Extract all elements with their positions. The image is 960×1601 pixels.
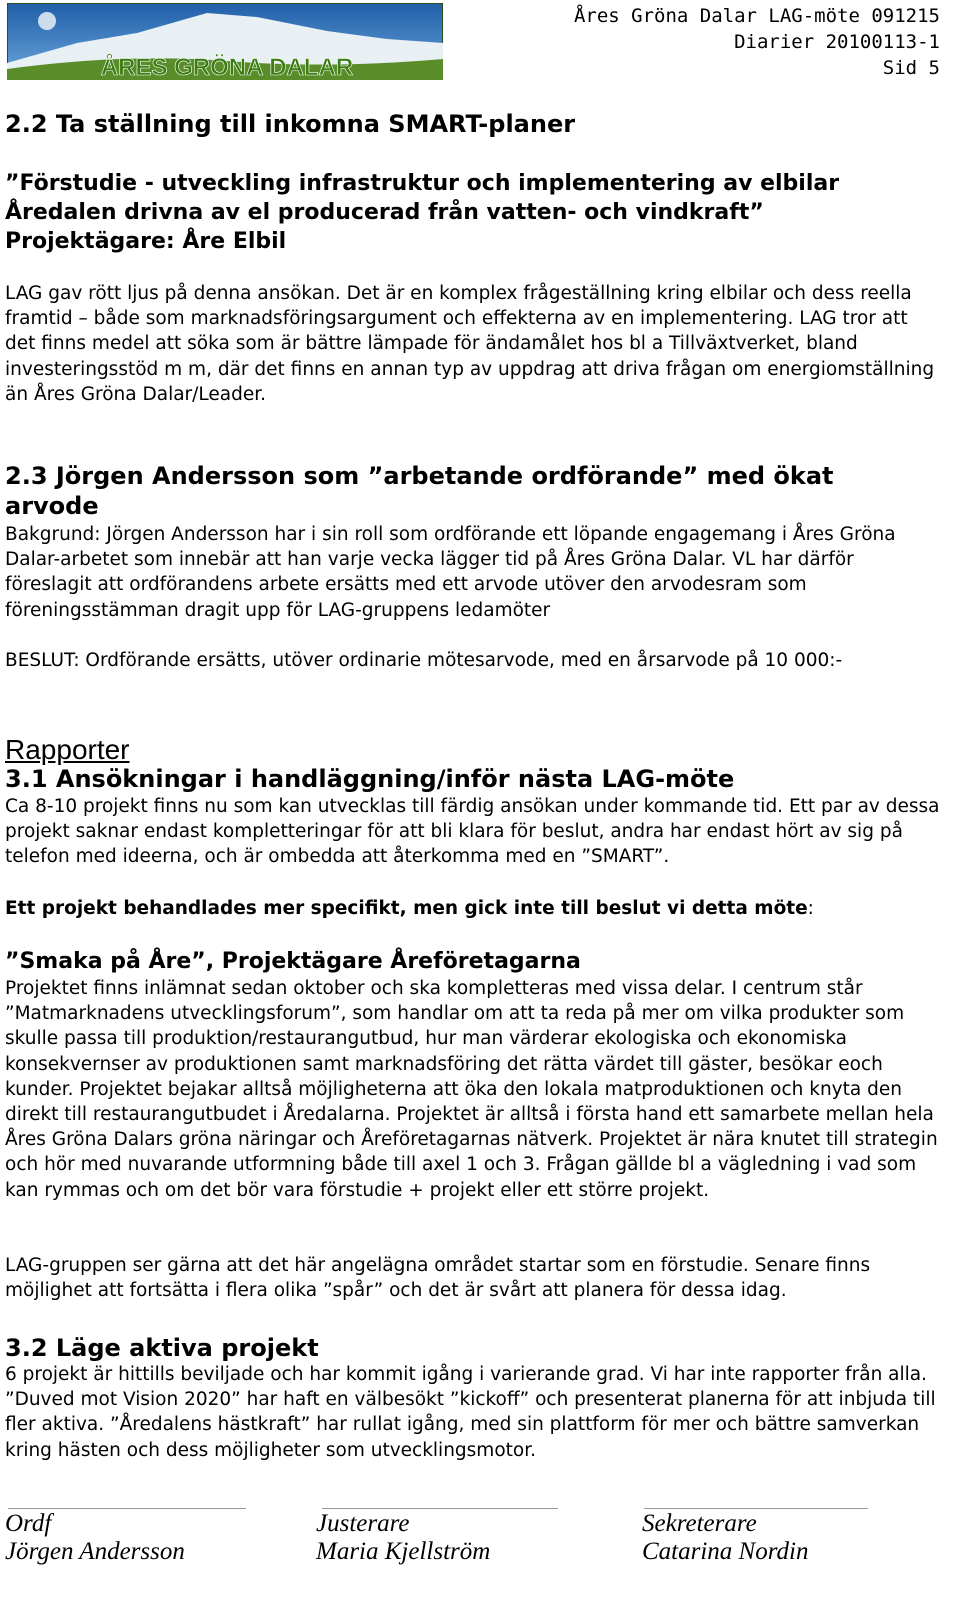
project-title-line-2: Åredalen drivna av el producerad från vatten- och vindkraft” xyxy=(5,200,764,225)
section-2-2-heading: 2.2 Ta ställning till inkomna SMART-planer xyxy=(5,110,576,138)
section-3-1-heading: 3.1 Ansökningar i handläggning/inför nästa LAG-möte xyxy=(5,765,735,793)
rapporter-title: Rapporter xyxy=(5,734,130,765)
header-diarie: Diarier 20100113-1 xyxy=(734,31,940,53)
signature-name-ordf: Jörgen Andersson xyxy=(5,1538,185,1565)
bold-line-text: Ett projekt behandlades mer specifikt, men gick inte till beslut vi detta möte xyxy=(5,898,808,919)
ares-grona-dalar-logo xyxy=(7,3,443,80)
signature-name-sekreterare: Catarina Nordin xyxy=(642,1538,809,1565)
signature-line-justerare xyxy=(322,1508,558,1509)
section-2-3-heading-line-1: 2.3 Jörgen Andersson som ”arbetande ordförande” med ökat xyxy=(5,462,834,490)
section-3-2-heading: 3.2 Läge aktiva projekt xyxy=(5,1334,319,1362)
signature-role-sekreterare: Sekreterare xyxy=(642,1510,757,1537)
section-3-1-body: Ca 8-10 projekt finns nu som kan utvecklas till färdig ansökan under kommande tid. Ett par av dessa projekt saknar endast kompletteringar för att bli klara för beslut, andra har endast hört av sig på telefon med ideerna, och är ombedda att återkomma med en ”SMART”. xyxy=(5,796,940,868)
project-smaka-heading: ”Smaka på Åre”, Projektägare Åreföretagarna xyxy=(5,949,581,974)
header-page: Sid 5 xyxy=(882,57,940,79)
svg-text:ÅRES GRÖNA DALAR: ÅRES GRÖNA DALAR xyxy=(100,54,354,80)
section-2-2-body: LAG gav rött ljus på denna ansökan. Det är en komplex frågeställning kring elbilar och dess reella framtid – både som marknadsföringsargument och effekterna av en implementering. LAG tror att det finns medel att söka som är bättre lämpade för ändamålet hos bl a Tillväxtverket, bland investeringsstöd m m, där det finns en annan typ av uppdrag att driva frågan om energiomställning än Åres Gröna Dalar/Leader. xyxy=(5,283,935,405)
section-2-3-heading-line-2: arvode xyxy=(5,492,99,520)
signature-line-ordf xyxy=(8,1508,246,1509)
signature-role-justerare: Justerare xyxy=(316,1510,410,1537)
lag-group-body: LAG-gruppen ser gärna att det här angelägna området startar som en förstudie. Senare finns möjlighet att fortsätta i flera olika ”spår” och det är svårt att planera för dessa idag. xyxy=(5,1255,871,1302)
header-meeting: Åres Gröna Dalar LAG-möte 091215 xyxy=(573,5,940,27)
project-smaka-body: Projektet finns inlämnat sedan oktober och ska kompletteras med vissa delar. I centrum står ”Matmarknadens utvecklingsforum”, som handlar om att ta reda på mer om vilka produkter som skulle passa till produktion/restaurangutbud, hur man värderar ekologiska och ekonomiska konsekvernser av produktionen samt marknadsföring det rätta värdet till gäster, besökar eoch kunder. Projektet bejakar alltså möjligheterna att öka den lokala matproduktionen och knyta den direkt till restaurangutbudet i Åredalarna. Projektet är alltså i första hand ett samarbete mellan hela Åres Gröna Dalars gröna näringar och Åreföretagarnas nätverk. Projektet är nära knutet till strategin och hör med nuvarande utformning både till axel 1 och 3. Frågan gällde bl a vägledning i vad som kan rymmas och om det bör vara förstudie + projekt eller ett större projekt. xyxy=(5,978,938,1201)
signature-line-sekreterare xyxy=(644,1508,868,1509)
project-title-line-1: ”Förstudie - utveckling infrastruktur och implementering av elbilar xyxy=(5,171,840,196)
project-owner: Projektägare: Åre Elbil xyxy=(5,229,287,254)
signature-role-ordf: Ordf xyxy=(5,1510,52,1537)
bold-line-tail: : xyxy=(807,898,814,919)
section-2-3-decision: BESLUT: Ordförande ersätts, utöver ordinarie mötesarvode, med en årsarvode på 10 000:- xyxy=(5,650,843,671)
section-3-1-bold-line xyxy=(5,896,942,921)
section-3-2-body: 6 projekt är hittills beviljade och har kommit igång i varierande grad. Vi har inte rapporter från alla. ”Duved mot Vision 2020” har haft en välbesökt ”kickoff” och presenterat planerna för att inbjuda till fler aktiva. ”Åredalens hästkraft” har rullat igång, med sin plattform för mer och bättre samverkan kring hästen och dess möjligheter som utvecklingsmotor. xyxy=(5,1364,936,1461)
section-2-3-body: Bakgrund: Jörgen Andersson har i sin roll som ordförande ett löpande engagemang i Åres Gröna Dalar-arbetet som innebär att han varje vecka lägger tid på Åres Gröna Dalar. VL har därför föreslagit att ordförandens arbete ersätts med ett arvode utöver den arvodesram som föreningsstämman dragit upp för LAG-gruppens ledamöter xyxy=(5,524,896,621)
signature-name-justerare: Maria Kjellström xyxy=(316,1538,491,1565)
